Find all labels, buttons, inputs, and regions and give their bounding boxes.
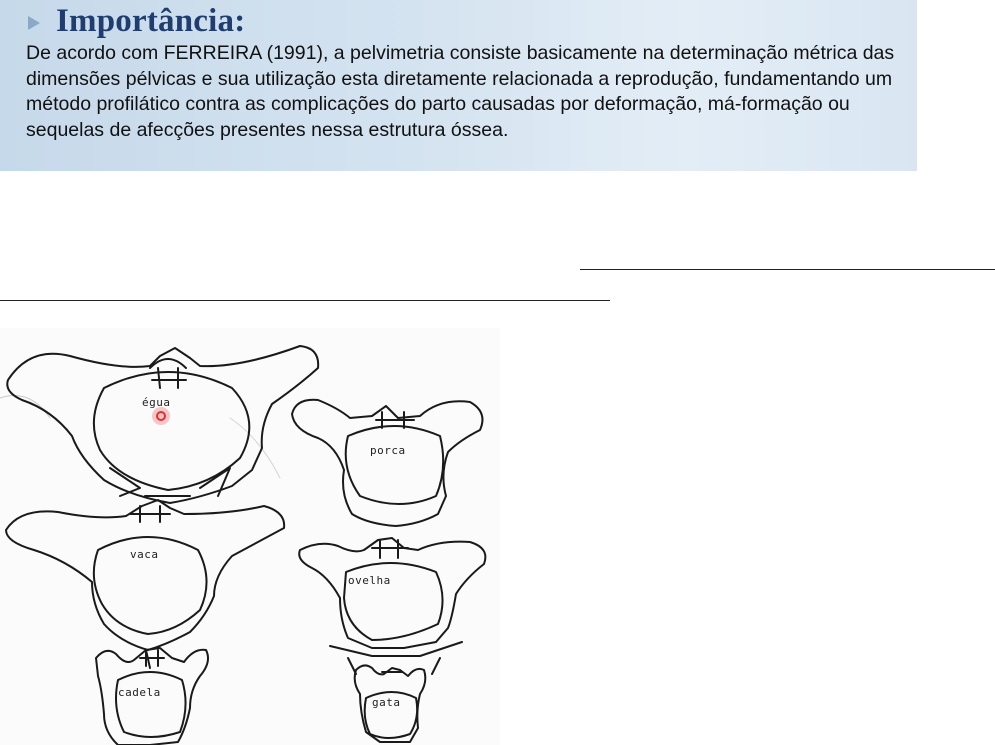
label-egua: égua [142, 396, 171, 409]
pelvis-vaca [6, 500, 284, 668]
slide-banner [0, 0, 917, 171]
slide-title: Importância: [56, 2, 246, 39]
label-vaca: vaca [130, 548, 159, 561]
underline-rule-lower [0, 300, 610, 301]
pelvis-comparison-figure [0, 328, 500, 745]
red-marker-glow [152, 407, 170, 425]
label-gata: gata [372, 696, 401, 709]
pelvis-ovelha [299, 538, 485, 674]
underline-rule-upper [580, 269, 995, 270]
arrow-bullet-icon [28, 16, 40, 30]
pelvis-drawings [0, 328, 500, 745]
label-porca: porca [370, 444, 406, 457]
label-ovelha: ovelha [348, 574, 391, 587]
label-cadela: cadela [118, 686, 161, 699]
slide-body-text: De acordo com FERREIRA (1991), a pelvimetria consiste basicamente na determinação métrica das dimensões pélvicas e sua utilização esta diretamente relacionada a reprodução, fundamentando um método profilático contra as complicações do parto causadas por deformação, má-formação ou sequelas de afecções presentes nessa estrutura óssea. [26, 42, 895, 141]
pelvis-porca [292, 400, 482, 526]
slide-title-row [24, 4, 917, 38]
